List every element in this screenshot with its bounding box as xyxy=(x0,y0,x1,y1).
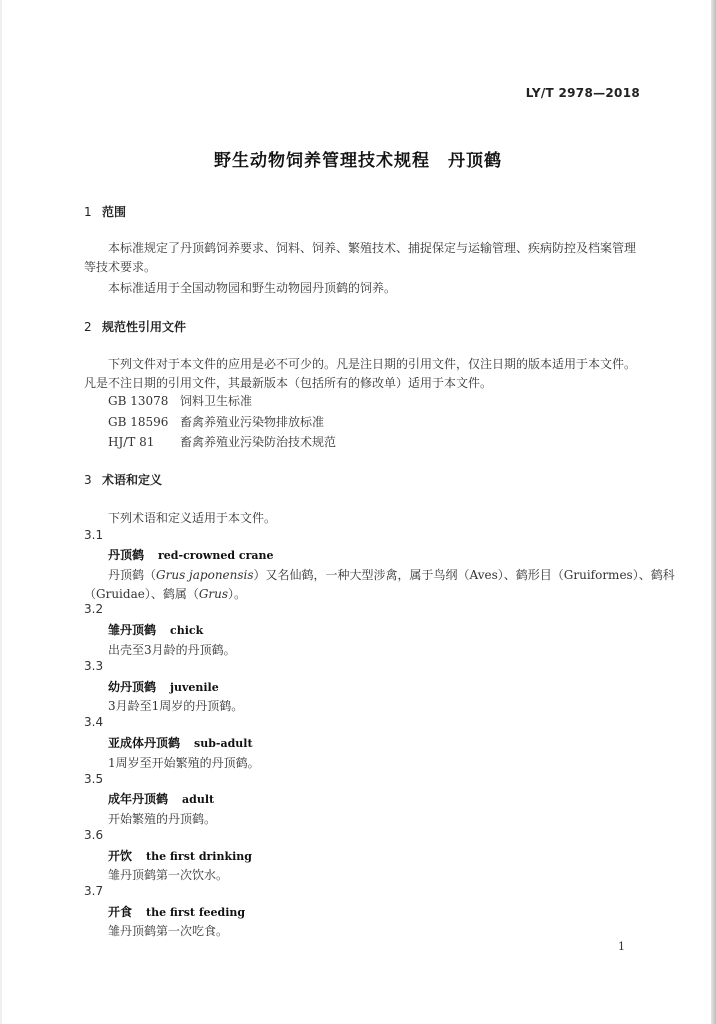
definition-text: ）又名仙鹤，一种大型涉禽，属于鸟纲（Aves）、鹤形目（Gruiformes）、鹤科 xyxy=(253,568,675,582)
definition-text: ）。 xyxy=(228,587,247,601)
section-number: 3 xyxy=(84,473,92,487)
term-definition-continued xyxy=(84,585,246,602)
reference-code: HJ/T 81 xyxy=(108,435,155,449)
section-title: 范围 xyxy=(102,205,127,219)
term-number: 3.6 xyxy=(84,828,104,842)
reference-title: 畜禽养殖业污染物排放标准 xyxy=(180,415,325,429)
term-number: 3.2 xyxy=(84,602,104,616)
term-heading xyxy=(108,546,274,563)
term-en: the first drinking xyxy=(146,850,252,863)
term-en: juvenile xyxy=(170,681,219,694)
term-cn: 开食 xyxy=(108,905,133,919)
term-en: the first feeding xyxy=(146,906,246,919)
page-number: 1 xyxy=(618,940,625,953)
term-heading xyxy=(108,621,203,638)
terms-intro: 下列术语和定义适用于本文件。 xyxy=(108,511,277,525)
term-definition xyxy=(108,566,675,583)
scientific-name: Grus japonensis xyxy=(156,568,254,582)
term-en: chick xyxy=(170,624,204,637)
scope-paragraph-2: 本标准适用于全国动物园和野生动物园丹顶鹤的饲养。 xyxy=(108,281,397,295)
section-number: 2 xyxy=(84,320,92,334)
term-en: sub-adult xyxy=(194,737,253,750)
term-definition: 3月龄至1周岁的丹顶鹤。 xyxy=(108,699,244,713)
term-heading xyxy=(108,847,252,864)
term-en: red-crowned crane xyxy=(158,549,274,562)
term-definition: 开始繁殖的丹顶鹤。 xyxy=(108,812,217,826)
section-2-heading xyxy=(84,318,186,335)
reference-code: GB 13078 xyxy=(108,394,169,408)
reference-item xyxy=(108,392,252,409)
definition-text: 丹顶鹤（ xyxy=(108,568,157,582)
term-number: 3.3 xyxy=(84,659,104,673)
scientific-name: Grus xyxy=(198,587,229,601)
reference-title: 畜禽养殖业污染防治技术规范 xyxy=(180,435,337,449)
term-heading xyxy=(108,678,219,695)
document-title: 野生动物饲养管理技术规程 丹顶鹤 xyxy=(214,151,502,171)
section-number: 1 xyxy=(84,205,92,219)
term-definition: 出壳至3月龄的丹顶鹤。 xyxy=(108,643,236,657)
term-cn: 雏丹顶鹤 xyxy=(108,623,157,637)
definition-text: （Gruidae）、鹤属（ xyxy=(84,587,199,601)
section-1-heading xyxy=(84,203,126,220)
term-heading xyxy=(108,790,214,807)
section-title: 术语和定义 xyxy=(102,473,163,487)
reference-title: 饲料卫生标准 xyxy=(180,394,253,408)
term-number: 3.1 xyxy=(84,528,104,542)
reference-code: GB 18596 xyxy=(108,415,169,429)
scope-paragraph-1: 本标准规定了丹顶鹤饲养要求、饲料、饲养、繁殖技术、捕捉保定与运输管理、疾病防控及档案管理等技术要求。 xyxy=(84,241,637,274)
standard-number: LY/T 2978—2018 xyxy=(525,86,640,100)
references-intro: 下列文件对于本文件的应用是必不可少的。凡是注日期的引用文件，仅注日期的版本适用于本文件。凡是不注日期的引用文件，其最新版本（包括所有的修改单）适用于本文件。 xyxy=(84,357,637,390)
term-cn: 亚成体丹顶鹤 xyxy=(108,736,181,750)
term-definition: 雏丹顶鹤第一次饮水。 xyxy=(108,868,229,882)
term-definition: 雏丹顶鹤第一次吃食。 xyxy=(108,924,229,938)
term-cn: 丹顶鹤 xyxy=(108,548,145,562)
term-heading xyxy=(108,903,245,920)
section-3-heading xyxy=(84,471,162,488)
reference-item xyxy=(108,433,336,450)
term-heading xyxy=(108,734,253,751)
term-definition: 1周岁至开始繁殖的丹顶鹤。 xyxy=(108,756,260,770)
term-number: 3.5 xyxy=(84,772,104,786)
term-en: adult xyxy=(182,793,215,806)
term-cn: 成年丹顶鹤 xyxy=(108,792,169,806)
term-cn: 幼丹顶鹤 xyxy=(108,680,157,694)
term-cn: 开饮 xyxy=(108,849,133,863)
section-title: 规范性引用文件 xyxy=(102,320,187,334)
term-number: 3.4 xyxy=(84,715,104,729)
reference-item xyxy=(108,413,324,430)
term-number: 3.7 xyxy=(84,884,104,898)
